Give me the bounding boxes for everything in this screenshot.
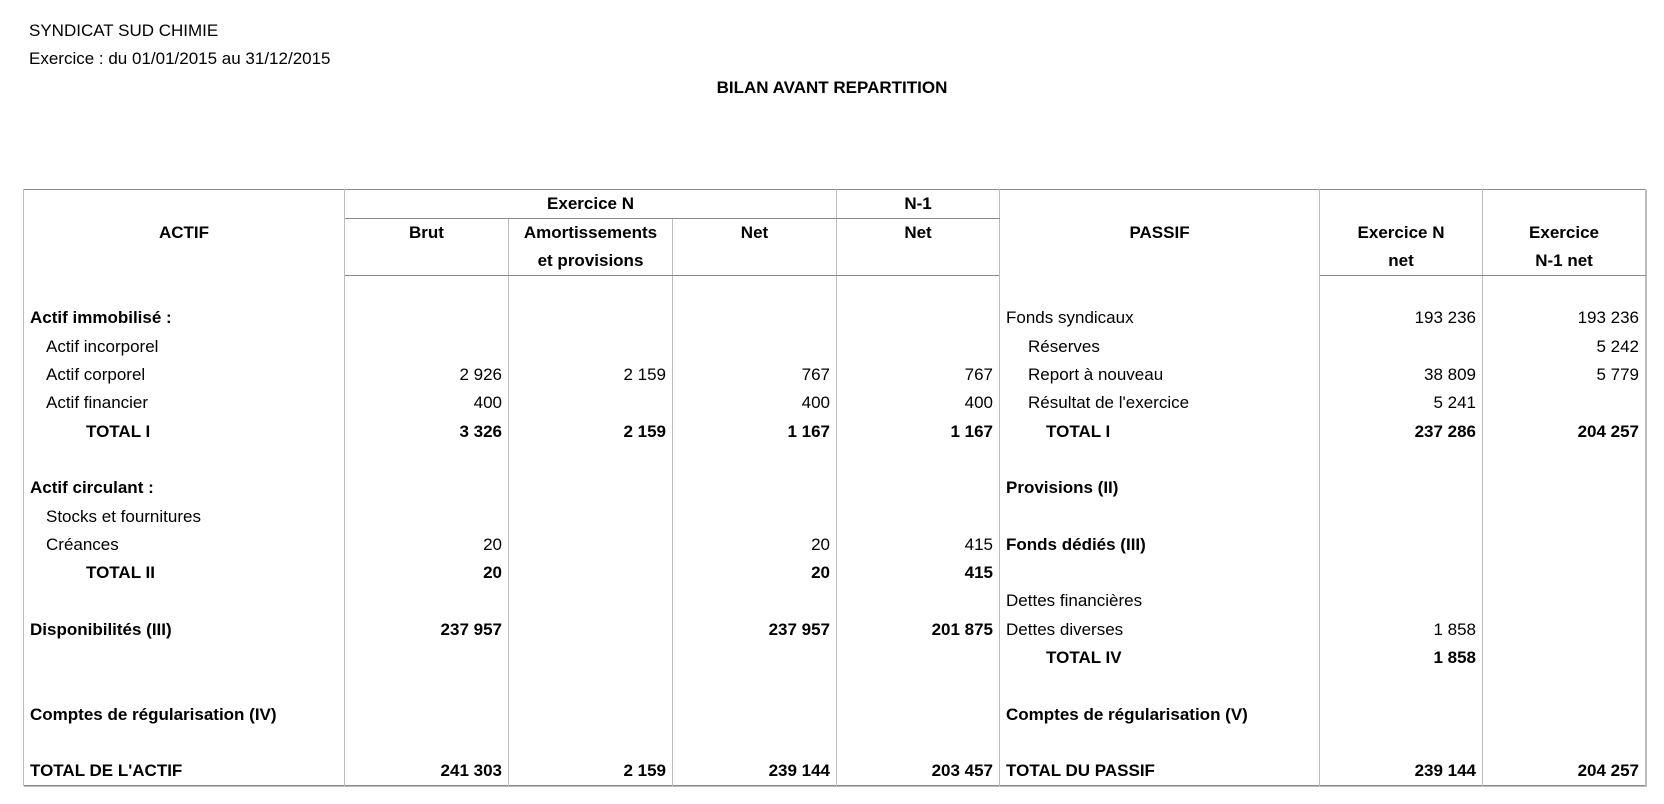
net-value <box>673 276 837 305</box>
table-row <box>24 474 1646 502</box>
net-value: 400 <box>673 389 837 417</box>
amort-value <box>509 644 673 672</box>
col-header-net-2 <box>673 247 837 276</box>
n1-value <box>837 446 1000 474</box>
n1-value: 767 <box>837 361 1000 389</box>
table-row-total <box>24 559 1646 587</box>
col-header-amortissements: Amortissements <box>509 219 673 248</box>
table-row <box>24 531 1646 559</box>
net-value: 767 <box>673 361 837 389</box>
table-row <box>24 672 1646 700</box>
col-header-net-n1-2 <box>837 247 1000 276</box>
net-value: 239 144 <box>673 757 837 786</box>
amort-value <box>509 474 673 502</box>
table-row <box>24 700 1646 728</box>
passif-n-value <box>1320 446 1483 474</box>
net-value: 20 <box>673 531 837 559</box>
table-row-grand-total <box>24 757 1646 786</box>
n1-value: 415 <box>837 559 1000 587</box>
passif-label: Fonds dédiés (III) <box>1000 531 1320 559</box>
passif-label: Report à nouveau <box>1000 361 1320 389</box>
col-header-passif-exercice-n: Exercice N <box>1320 219 1483 248</box>
n1-value: 201 875 <box>837 616 1000 644</box>
passif-n1-value <box>1483 389 1646 417</box>
passif-n-value: 1 858 <box>1320 616 1483 644</box>
amort-value: 2 159 <box>509 757 673 786</box>
organization-name: SYNDICAT SUD CHIMIE <box>29 21 219 40</box>
net-value <box>673 304 837 332</box>
actif-label: Actif circulant : <box>24 474 345 502</box>
passif-n-value <box>1320 587 1483 615</box>
passif-label: Réserves <box>1000 333 1320 361</box>
passif-n1-value <box>1483 644 1646 672</box>
passif-n1-value: 204 257 <box>1483 417 1646 445</box>
n1-value <box>837 700 1000 728</box>
passif-n-value: 38 809 <box>1320 361 1483 389</box>
n1-value <box>837 276 1000 305</box>
amort-value: 2 159 <box>509 361 673 389</box>
brut-value <box>345 276 509 305</box>
passif-label <box>1000 502 1320 530</box>
passif-n1-value <box>1483 672 1646 700</box>
amort-value <box>509 276 673 305</box>
n1-value: 203 457 <box>837 757 1000 786</box>
passif-n1-value: 204 257 <box>1483 757 1646 786</box>
passif-n-value: 239 144 <box>1320 757 1483 786</box>
passif-n1-value <box>1483 700 1646 728</box>
net-value <box>673 446 837 474</box>
passif-n1-value <box>1483 616 1646 644</box>
actif-label: Actif financier <box>24 389 345 417</box>
actif-label: Comptes de régularisation (IV) <box>24 700 345 728</box>
header-row-1 <box>24 190 1646 219</box>
passif-label: Comptes de régularisation (V) <box>1000 700 1320 728</box>
document-title: BILAN AVANT REPARTITION <box>716 78 948 97</box>
passif-label: Provisions (II) <box>1000 474 1320 502</box>
table-row-total <box>24 417 1646 445</box>
n1-value: 415 <box>837 531 1000 559</box>
amort-value <box>509 304 673 332</box>
n1-value <box>837 304 1000 332</box>
table-row <box>24 446 1646 474</box>
passif-n-value <box>1320 333 1483 361</box>
amort-value <box>509 559 673 587</box>
actif-label: Disponibilités (III) <box>24 616 345 644</box>
actif-label: Stocks et fournitures <box>24 502 345 530</box>
brut-value <box>345 644 509 672</box>
col-header-passif: PASSIF <box>1000 190 1320 276</box>
table-row <box>24 587 1646 615</box>
net-value <box>673 587 837 615</box>
net-value: 20 <box>673 559 837 587</box>
passif-n-value <box>1320 729 1483 757</box>
amort-value <box>509 729 673 757</box>
passif-n-value: 237 286 <box>1320 417 1483 445</box>
table-row <box>24 361 1646 389</box>
actif-label: Actif corporel <box>24 361 345 389</box>
n1-value <box>837 474 1000 502</box>
passif-n-value <box>1320 474 1483 502</box>
actif-label: TOTAL I <box>24 417 345 445</box>
col-header-actif: ACTIF <box>24 190 345 276</box>
actif-label <box>24 672 345 700</box>
col-header-passif-n-empty <box>1320 190 1483 219</box>
brut-value <box>345 587 509 615</box>
n1-value <box>837 333 1000 361</box>
table-row <box>24 502 1646 530</box>
col-header-passif-n1-empty <box>1483 190 1646 219</box>
passif-n-value <box>1320 531 1483 559</box>
passif-n1-value <box>1483 559 1646 587</box>
table-row <box>24 333 1646 361</box>
n1-value <box>837 502 1000 530</box>
actif-label <box>24 446 345 474</box>
brut-value: 20 <box>345 531 509 559</box>
passif-n-value: 1 858 <box>1320 644 1483 672</box>
passif-n1-value <box>1483 587 1646 615</box>
net-value <box>673 729 837 757</box>
passif-label: TOTAL DU PASSIF <box>1000 757 1320 786</box>
amort-value <box>509 672 673 700</box>
passif-label: Dettes diverses <box>1000 616 1320 644</box>
amort-value <box>509 587 673 615</box>
actif-label: TOTAL DE L'ACTIF <box>24 757 345 786</box>
net-value: 237 957 <box>673 616 837 644</box>
passif-label: Fonds syndicaux <box>1000 304 1320 332</box>
passif-n-value <box>1320 672 1483 700</box>
passif-label: Résultat de l'exercice <box>1000 389 1320 417</box>
amort-value <box>509 616 673 644</box>
net-value <box>673 502 837 530</box>
passif-n-value <box>1320 559 1483 587</box>
actif-label <box>24 644 345 672</box>
table-row <box>24 276 1646 305</box>
col-header-net: Net <box>673 219 837 248</box>
brut-value <box>345 304 509 332</box>
brut-value <box>345 333 509 361</box>
passif-n-value <box>1320 502 1483 530</box>
passif-label <box>1000 446 1320 474</box>
passif-label <box>1000 559 1320 587</box>
passif-label <box>1000 729 1320 757</box>
net-value <box>673 644 837 672</box>
actif-label <box>24 729 345 757</box>
passif-n1-value <box>1483 446 1646 474</box>
passif-n1-value <box>1483 502 1646 530</box>
amort-value <box>509 502 673 530</box>
n1-value: 1 167 <box>837 417 1000 445</box>
col-header-passif-n1-net: N-1 net <box>1483 247 1646 276</box>
col-header-net-n1: Net <box>837 219 1000 248</box>
passif-n1-value <box>1483 729 1646 757</box>
passif-label: TOTAL I <box>1000 417 1320 445</box>
n1-value <box>837 644 1000 672</box>
actif-label: TOTAL II <box>24 559 345 587</box>
col-header-brut-2 <box>345 247 509 276</box>
table-row <box>24 729 1646 757</box>
passif-n-value <box>1320 276 1483 305</box>
brut-value: 241 303 <box>345 757 509 786</box>
passif-label <box>1000 276 1320 305</box>
n1-value <box>837 729 1000 757</box>
passif-n1-value <box>1483 474 1646 502</box>
brut-value: 20 <box>345 559 509 587</box>
brut-value: 237 957 <box>345 616 509 644</box>
col-header-passif-exercice-n1: Exercice <box>1483 219 1646 248</box>
actif-label: Actif incorporel <box>24 333 345 361</box>
passif-label <box>1000 672 1320 700</box>
actif-label: Créances <box>24 531 345 559</box>
brut-value <box>345 502 509 530</box>
balance-sheet-table <box>23 189 1646 786</box>
passif-n-value: 193 236 <box>1320 304 1483 332</box>
net-value <box>673 333 837 361</box>
passif-label: TOTAL IV <box>1000 644 1320 672</box>
actif-label <box>24 587 345 615</box>
amort-value <box>509 700 673 728</box>
brut-value <box>345 446 509 474</box>
passif-label: Dettes financières <box>1000 587 1320 615</box>
col-header-provisions: et provisions <box>509 247 673 276</box>
table-row <box>24 389 1646 417</box>
table-row <box>24 616 1646 644</box>
passif-n-value <box>1320 700 1483 728</box>
actif-label: Actif immobilisé : <box>24 304 345 332</box>
brut-value: 3 326 <box>345 417 509 445</box>
amort-value <box>509 333 673 361</box>
amort-value <box>509 389 673 417</box>
amort-value <box>509 446 673 474</box>
brut-value <box>345 729 509 757</box>
net-value <box>673 474 837 502</box>
n1-value: 400 <box>837 389 1000 417</box>
brut-value <box>345 672 509 700</box>
amort-value: 2 159 <box>509 417 673 445</box>
net-value: 1 167 <box>673 417 837 445</box>
col-header-exercice-n: Exercice N <box>345 190 837 219</box>
table-row <box>24 304 1646 332</box>
table-row-total <box>24 644 1646 672</box>
n1-value <box>837 672 1000 700</box>
net-value <box>673 672 837 700</box>
brut-value: 400 <box>345 389 509 417</box>
col-header-passif-net: net <box>1320 247 1483 276</box>
fiscal-period: Exercice : du 01/01/2015 au 31/12/2015 <box>29 49 331 68</box>
brut-value <box>345 474 509 502</box>
col-header-brut: Brut <box>345 219 509 248</box>
passif-n1-value: 193 236 <box>1483 304 1646 332</box>
actif-label <box>24 276 345 305</box>
brut-value <box>345 700 509 728</box>
net-value <box>673 700 837 728</box>
passif-n-value: 5 241 <box>1320 389 1483 417</box>
col-header-n-minus-1: N-1 <box>837 190 1000 219</box>
passif-n1-value <box>1483 276 1646 305</box>
brut-value: 2 926 <box>345 361 509 389</box>
amort-value <box>509 531 673 559</box>
passif-n1-value <box>1483 531 1646 559</box>
passif-n1-value: 5 779 <box>1483 361 1646 389</box>
passif-n1-value: 5 242 <box>1483 333 1646 361</box>
n1-value <box>837 587 1000 615</box>
